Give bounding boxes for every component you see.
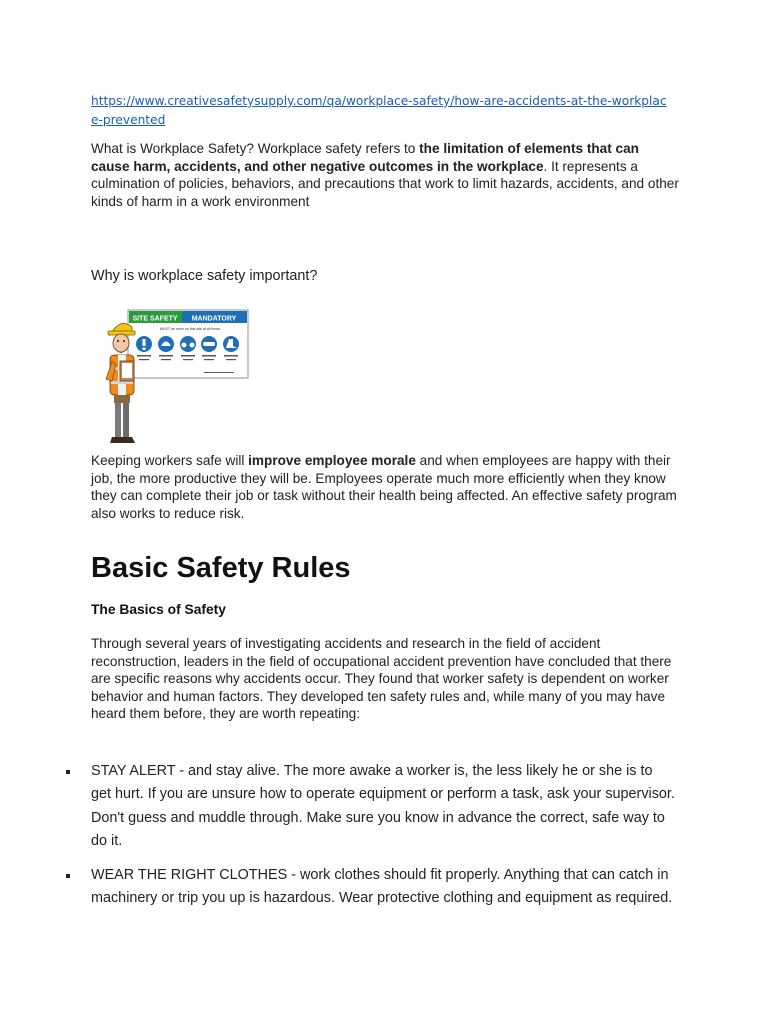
source-link[interactable]: https://www.creativesafetysupply.com/qa/workplace-safety/how-are-accidents-at-the-workplace-prevented [91,94,667,127]
sign-sub-text: MUST be worn on this site at all times [159,327,221,331]
page-title: Basic Safety Rules [91,552,351,584]
bullet-icon [66,874,70,878]
section-subheading: The Basics of Safety [91,602,226,617]
intro-paragraph [91,140,681,210]
list-item-text: WEAR THE RIGHT CLOTHES - work clothes should fit properly. Anything that can catch in machinery or trip you up is hazardous. Wear protective clothing and equipment as required. [91,867,673,907]
bullet-icon [66,770,70,774]
morale-paragraph [91,452,681,522]
intro-rest: . It represents a culmination of policies, behaviors, and precautions that work to limit hazards, accidents, and other kinds of harm in a work environment [91,158,679,209]
intro-lead: What is Workplace Safety? Workplace safety refers to [91,141,420,156]
morale-lead: Keeping workers safe will [91,453,249,468]
list-item-text: STAY ALERT - and stay alive. The more awake a worker is, the less likely he or she is to get hurt. If you are unsure how to operate equipment or perform a task, ask your supervisor. Don't guess and muddle through. Make sure you know in advance the correct, safe way to do it. [91,763,675,849]
morale-rest: and when employees are happy with their job, the more productive they will be. Employees operate much more efficiently when they know they can complete their job or task without their health being affected. An effective safety program also works to reduce risk. [91,453,677,521]
intro-bold: the limitation of elements that can cause harm, accidents, and other negative outcomes in the workplace [91,141,639,174]
sign-left-text: SITE SAFETY [132,315,178,323]
question-line: Why is workplace safety important? [91,268,318,284]
safety-worker-illustration [104,305,252,450]
morale-bold: improve employee morale [248,453,416,468]
body-paragraph: Through several years of investigating accidents and research in the field of accident reconstruction, leaders in the field of occupational accident prevention have concluded that there are specific reasons why accidents occur. They found that worker safety is dependent on worker behavior and human factors. They developed ten safety rules and, while many of you may have heard them before, they are worth repeating: [91,636,672,722]
sign-right-text: MANDATORY [191,315,237,323]
